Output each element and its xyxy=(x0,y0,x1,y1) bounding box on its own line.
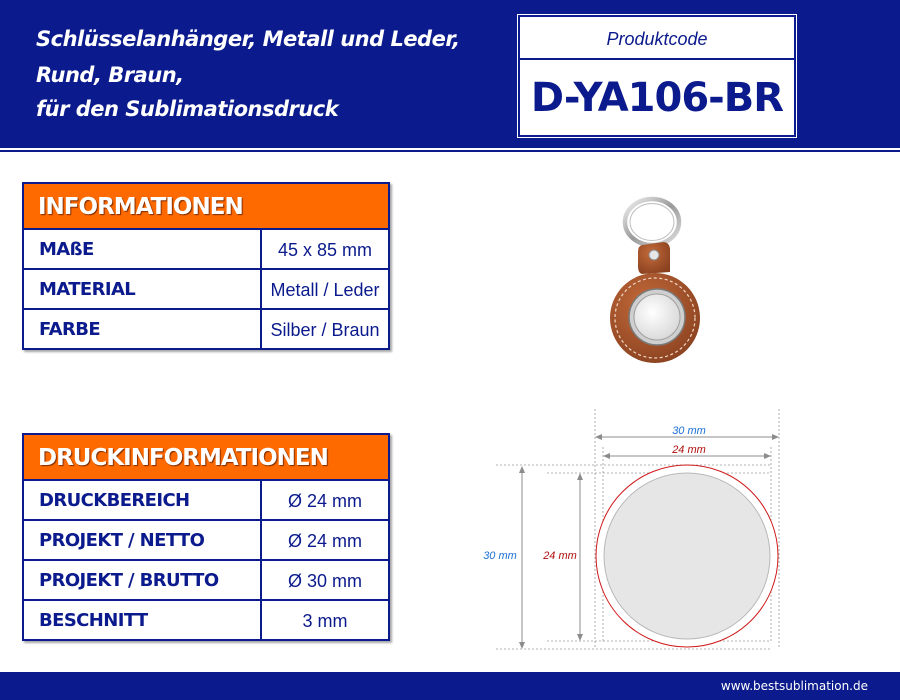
outer-height-label: 30 mm xyxy=(483,550,517,562)
dimension-diagram xyxy=(470,405,800,660)
print-area-circle xyxy=(604,473,770,639)
product-title-line-2: Rund, Braun, xyxy=(36,63,184,87)
table-row xyxy=(24,521,388,561)
split-ring xyxy=(625,199,679,245)
print-table xyxy=(22,433,390,641)
table-row xyxy=(24,310,388,348)
header-banner xyxy=(0,0,900,150)
row-value: 3 mm xyxy=(302,611,348,631)
row-key: DRUCKBEREICH xyxy=(24,481,262,519)
inner-width-label: 24 mm xyxy=(672,444,706,456)
row-key: PROJEKT / BRUTTO xyxy=(24,561,262,599)
row-value: Metall / Leder xyxy=(270,280,380,300)
product-title-line-1: Schlüsselanhänger, Metall und Leder, xyxy=(36,27,460,51)
inner-height-label: 24 mm xyxy=(543,550,577,562)
table-row xyxy=(24,230,388,270)
product-code-box xyxy=(518,15,796,137)
outer-width-label: 30 mm xyxy=(672,425,706,437)
row-value: Ø 30 mm xyxy=(287,571,362,591)
info-table-heading: INFORMATIONEN xyxy=(24,184,388,230)
keyring-product-image xyxy=(600,190,720,380)
table-row xyxy=(24,561,388,601)
row-value: Ø 24 mm xyxy=(287,491,362,511)
table-row xyxy=(24,481,388,521)
sublimation-disc xyxy=(634,294,680,340)
table-row xyxy=(24,601,388,639)
footer-website-link[interactable]: www.bestsublimation.de xyxy=(720,679,868,693)
product-code-label: Produktcode xyxy=(520,17,794,60)
rivet xyxy=(649,250,659,260)
row-value: 45 x 85 mm xyxy=(277,240,373,260)
print-table-heading: DRUCKINFORMATIONEN xyxy=(24,435,388,481)
row-key: BESCHNITT xyxy=(24,601,262,639)
row-key: MAßE xyxy=(24,230,262,268)
product-title-line-3: für den Sublimationsdruck xyxy=(36,97,339,121)
row-key: FARBE xyxy=(24,310,262,348)
row-key: PROJEKT / NETTO xyxy=(24,521,262,559)
row-value: Ø 24 mm xyxy=(287,531,362,551)
split-ring-inner xyxy=(630,204,674,241)
table-row xyxy=(24,270,388,310)
info-table xyxy=(22,182,390,350)
row-key: MATERIAL xyxy=(24,270,262,308)
row-value: Silber / Braun xyxy=(270,320,380,340)
footer-bar xyxy=(0,672,900,700)
product-code-value: D-YA106-BR xyxy=(530,75,784,121)
